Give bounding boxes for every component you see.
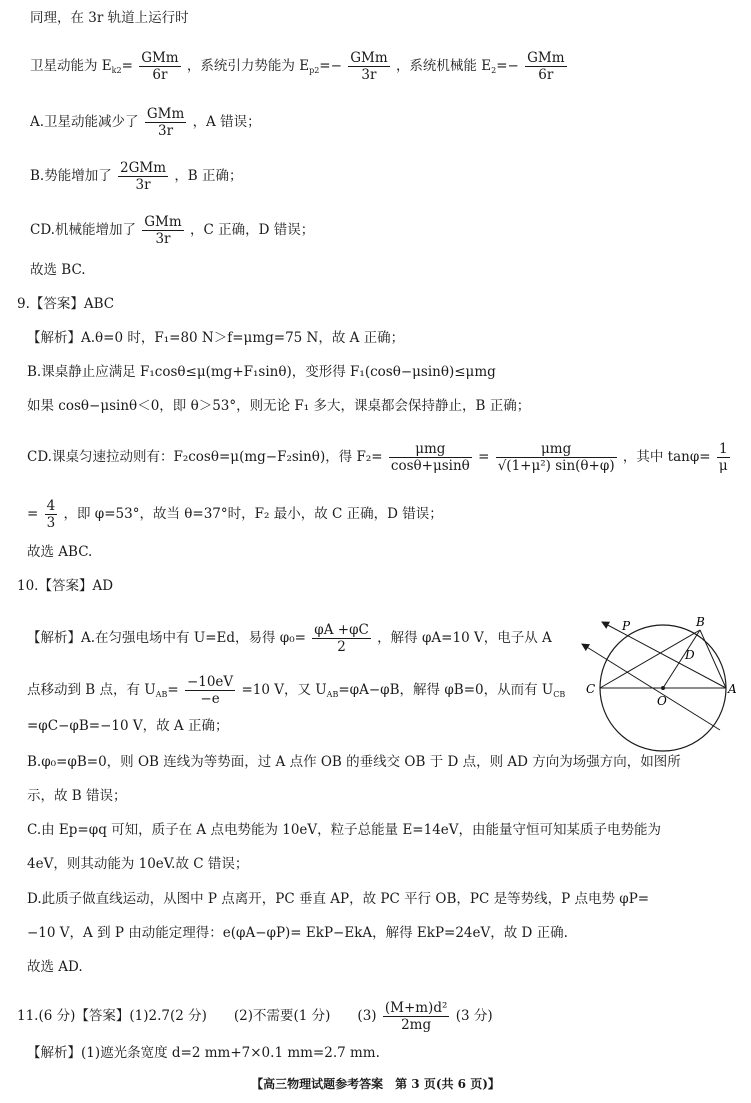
- fraction: $\frac{\text{(M+m)d²}}{2mg}$: [384, 1000, 448, 1033]
- option-a-line: A.卫星动能减少了 $\frac{\text{GMm}}{3r}$ ，A 错误；: [30, 106, 261, 139]
- q9-analysis-b: B.课桌静止应满足 F₁cosθ≤μ(mg+F₁sinθ)，变形得 F₁(cosθ−μsinθ)≤μmg: [27, 364, 496, 380]
- fraction: $\frac{-10eV}{-e}$: [186, 674, 234, 707]
- q10-analysis-d: D.此质子做直线运动，从图中 P 点离开，PC 垂直 AP，故 PC 平行 OB，PC 是等势线，P 点电势 φP=: [27, 891, 650, 907]
- q10-analysis-c: C.由 Ep=φq 可知，质子在 A 点电势能为 10eV，粒子总能量 E=14eV，由能量守恒可知某质子电势能为: [27, 822, 662, 838]
- label-p: P: [622, 619, 631, 633]
- q11-analysis: 【解析】(1)遮光条宽度 d=2 mm+7×0.1 mm=2.7 mm.: [27, 1045, 380, 1061]
- center-dot: [661, 686, 665, 690]
- q10-analysis-b: B.φ₀=φB=0，则 OB 连线为等势面，过 A 点作 OB 的垂线交 OB 于 D 点，则 AD 方向为场强方向，如图所: [27, 754, 681, 770]
- fraction: $\frac{\text{GMm}}{3r}$: [146, 106, 185, 139]
- line-ba: [700, 630, 726, 688]
- q10-answer: 10.【答案】AD: [17, 578, 114, 594]
- q10-analysis-a3: =φC−φB=−10 V，故 A 正确；: [27, 718, 229, 734]
- line-orbit-3r: 同理，在 3r 轨道上运行时: [30, 10, 189, 26]
- q9-analysis-a: 【解析】A.θ=0 时，F₁=80 N＞f=μmg=75 N，故 A 正确；: [27, 330, 405, 346]
- q9-answer: 9.【答案】ABC: [17, 296, 115, 312]
- line-energy-summary: 卫星动能为 $E_{k2}=$ $\frac{\text{GMm}}{6r}$ ，系统引力势能为 $E_{p2}=-$ $\frac{\text{GMm}}{3r}$ ，系统机械能 $E_2=-$ $\frac{\text{GMm}}{6r}$: [30, 50, 565, 83]
- electric-field-circle-figure: [580, 612, 740, 762]
- fraction: $\frac{\varphi A +\varphi C}{2}$: [314, 622, 369, 655]
- label-d: D: [685, 648, 695, 662]
- choose-abc: 故选 ABC.: [27, 544, 93, 560]
- q9-analysis-cd2: = $\frac{4}{3}$ ，即 φ=53°，故当 θ=37°时，F₂ 最小，故 C 正确，D 错误；: [27, 498, 443, 531]
- q11-answer: 11.(6 分)【答案】(1)2.7(2 分) (2)不需要(1 分) (3) $\frac{\text{(M+m)d²}}{2mg}$ (3 分): [17, 1000, 493, 1033]
- fraction: $\frac{\text{GMm}}{6r}$: [141, 50, 179, 83]
- q10-analysis-a: 【解析】A.在匀强电场中有 U=Ed，易得 φ₀= $\frac{\varphi A +\varphi C}{2}$ ，解得 φA=10 V，电子从 A: [27, 622, 552, 655]
- q9-analysis-cd: CD.课桌匀速拉动则有：F₂cosθ=μ(mg−F₂sinθ)，得 F₂= $\frac{\text{μmg}}{\cos\theta+\mu\sin\theta}$ = $\frac{\text{μmg}}{\text{√(1+μ²) sin(θ+φ)}}$ ，其中 tanφ= $\frac{1}{\mu}$: [27, 441, 728, 474]
- fraction: $\frac{1}{\mu}$: [718, 441, 728, 474]
- fraction: $\frac{\text{GMm}}{3r}$: [350, 50, 388, 83]
- label-o: O: [657, 694, 667, 708]
- option-cd-line: CD.机械能增加了 $\frac{\text{GMm}}{3r}$ ，C 正确，D 错误；: [30, 214, 315, 247]
- fraction: $\frac{\text{GMm}}{6r}$: [527, 50, 565, 83]
- fraction: $\frac{\text{μmg}}{\cos\theta+\mu\sin\theta}$: [390, 441, 470, 474]
- fraction: $\frac{\text{2GMm}}{3r}$: [120, 160, 167, 193]
- field-arrow-ad: [602, 622, 726, 688]
- option-b-line: B.势能增加了 $\frac{\text{2GMm}}{3r}$ ，B 正确；: [30, 160, 243, 193]
- label-a: A: [728, 682, 737, 696]
- q10-analysis-a2: 点移动到 B 点，有 $U_{AB}=$ $\frac{-10eV}{-e}$ =10 V，又 $U_{AB}=\varphi A-\varphi B$，解得 φB=0，从而有 $U_{CB}$: [27, 674, 566, 707]
- page-footer: 【高三物理试题参考答案 第 3 页(共 6 页)】: [251, 1077, 500, 1091]
- q10-analysis-d2: −10 V，A 到 P 由动能定理得：e(φA−φP)= EkP−EkA，解得 EkP=24eV，故 D 正确.: [27, 925, 568, 941]
- q10-analysis-c2: 4eV，则其动能为 10eV.故 C 错误；: [27, 856, 249, 872]
- choose-ad: 故选 AD.: [27, 959, 83, 975]
- choose-bc: 故选 BC.: [30, 262, 86, 278]
- label-c: C: [586, 682, 596, 696]
- fraction: $\frac{4}{3}$: [46, 498, 56, 531]
- fraction: $\frac{\text{μmg}}{\text{√(1+μ²) sin(θ+φ)}}$: [497, 441, 615, 474]
- q9-analysis-b2: 如果 cosθ−μsinθ＜0，即 θ＞53°，则无论 F₁ 多大，课桌都会保持静止，B 正确；: [27, 398, 531, 414]
- q10-analysis-b2: 示，故 B 错误；: [27, 788, 127, 804]
- fraction: $\frac{\text{GMm}}{3r}$: [144, 214, 182, 247]
- label-b: B: [696, 615, 705, 629]
